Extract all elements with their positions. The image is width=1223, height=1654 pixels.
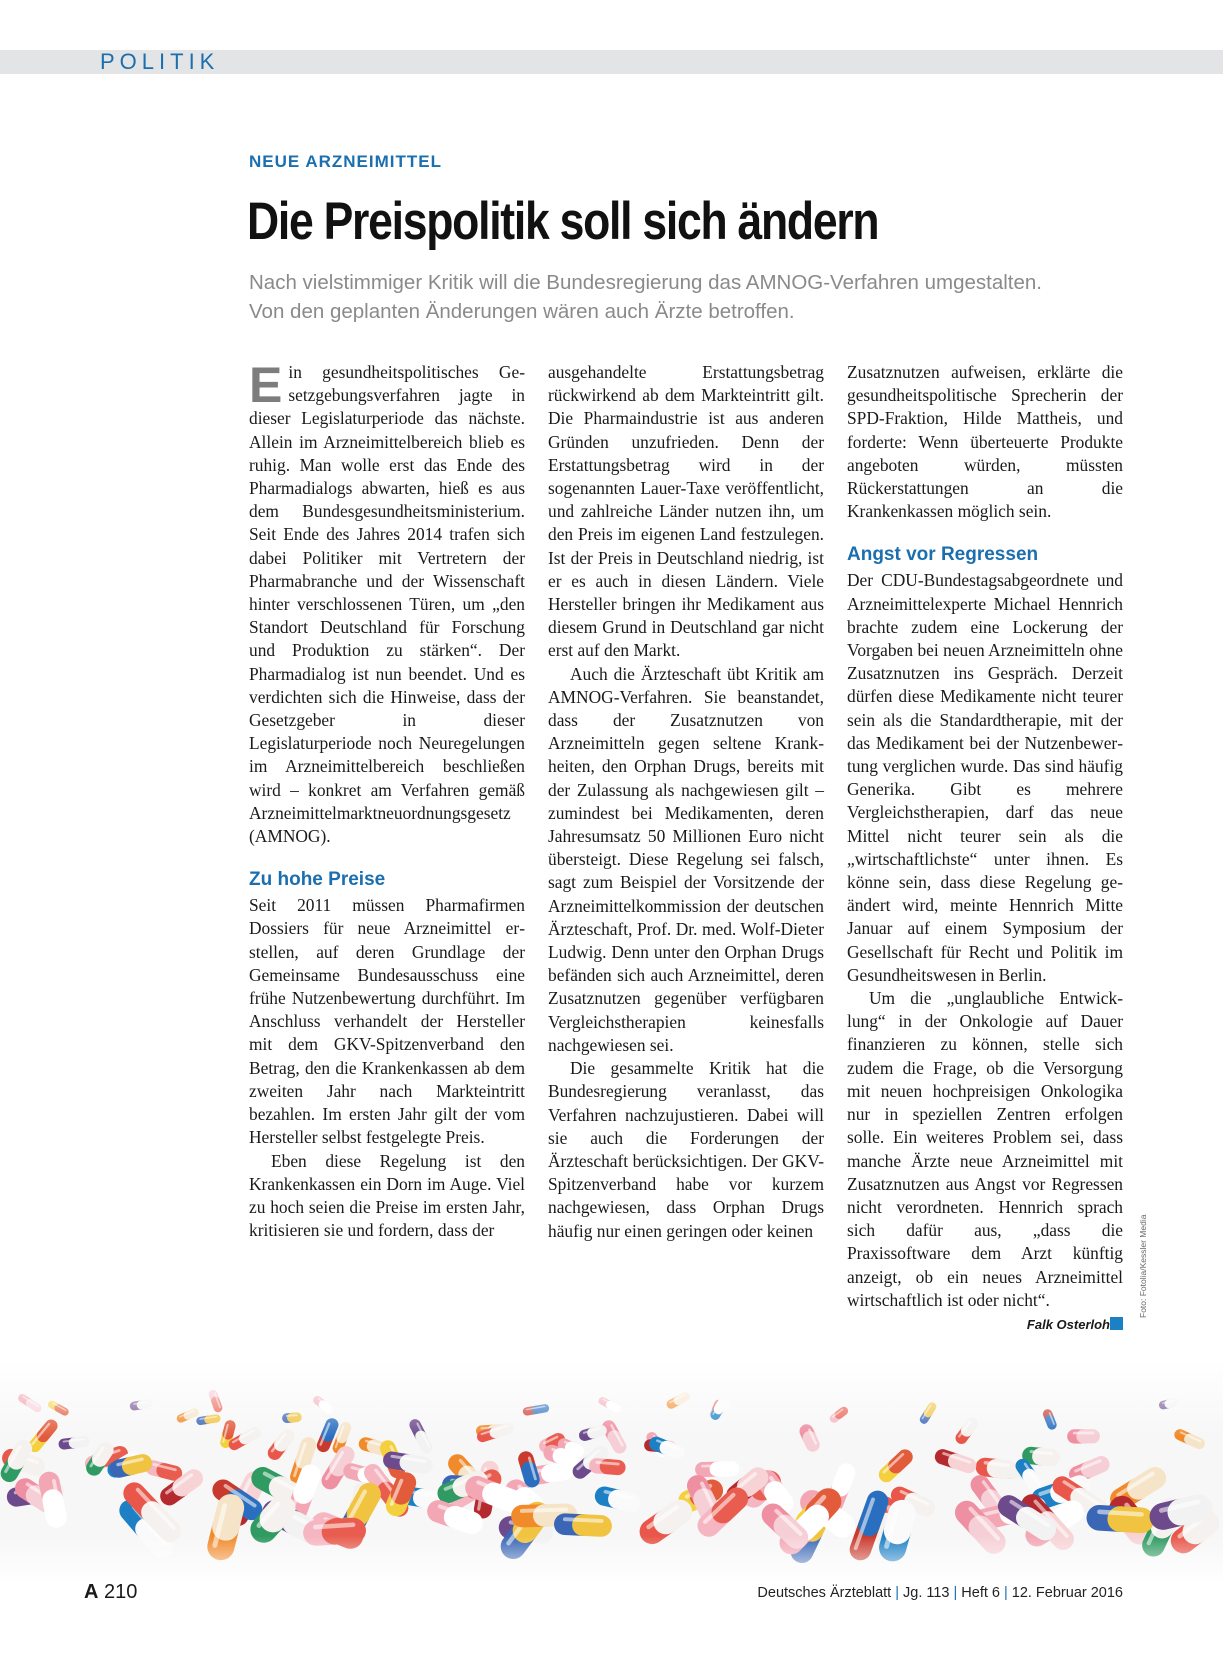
photo-credit: Foto: Fotolia/Kessler Media (1138, 1214, 1148, 1318)
footer-citation: Deutsches Ärzteblatt | Jg. 113 | Heft 6 | 12. Februar 2016 (757, 1585, 1123, 1601)
journal-name: Deutsches Ärzteblatt (757, 1585, 892, 1601)
paragraph: Die gesammelte Kritik hat die Bundesregierung veranlasst, das Verfahren nachzujustieren. Dabei will sie auch die Forderungen der Ärzteschaft berücksichtigen. Der GKV-Spitzenverband habe vor kurzem nachgewiesen, dass Orphan Drugs häufig nur einen geringen oder keinen (548, 1058, 824, 1241)
paragraph: Auch die Ärzteschaft übt Kritik am AMNOG-Verfahren. Sie beanstandet, dass der Zusatznutzen von Arzneimitteln gegen seltene Krankheiten, den Orphan Drugs, bereits mit der Zulassung als nachgewiesen gilt – zumindest bei Medikamenten, deren Jahresumsatz 50 Millionen Euro nicht übersteigt. Diese Regelung sei falsch, sagt zum Beispiel der Vorsitzende der Arzneimittelkommission der deutschen Ärzteschaft, Prof. Dr. med. Wolf-Dieter Ludwig. Denn unter den Orphan Drugs befänden sich auch Arzneimittel, deren Zusatznutzen gegenüber verfügbaren Vergleichstherapien keinesfalls nachgewiesen sei. (548, 663, 824, 1055)
section-label: POLITIK (100, 49, 220, 74)
headline: Die Preispolitik soll sich ändern (247, 192, 879, 251)
article-column-2 (548, 361, 824, 1243)
kicker: NEUE ARZNEIMITTEL (249, 152, 442, 171)
page-number: A 210 (84, 1581, 138, 1603)
paragraph-text: Eben diese Regelung ist den Krankenkassen ein Dorn im Auge. Viel zu hoch seien die Preise im ersten Jahr, kritisieren sie und fordern, dass der (249, 1150, 525, 1241)
journal-issue: Heft 6 (961, 1585, 1000, 1601)
author-byline: Falk Osterloh (1026, 1316, 1110, 1332)
paragraph-continued-0: ausgehandelte Erstattungsbetrag rückwirkend ab dem Markteintritt gilt. Die Pharmaindustrie ist aus anderen Gründen unzufrieden. Denn der Erstattungsbetrag wird in der sogenannten Lauer-Taxe veröffentlicht, und zahlreiche Länder nutzen ihn, um den Preis im eigenen Land festzulegen. Ist der Preis in Deutschland niedrig, ist er es auch in diesen Ländern. Viele Hersteller bringen ihr Medikament aus diesem Grund in Deutschland gar nicht erst auf den Markt. (548, 362, 824, 661)
paragraph: Seit 2011 müssen Pharmafirmen Dossiers für neue Arzneimittel erstellen, auf deren Grundlage der Gemeinsame Bundesausschuss eine frühe Nutzenbewertung durchführt. Im Anschluss verhandelt der Hersteller mit dem GKV-Spitzenverband den Betrag, den die Krankenkassen ab dem zweiten Jahr nach Markteintritt bezahlen. Im ersten Jahr gilt der vom Hersteller selbst festgelegte Preis. (249, 895, 525, 1148)
drop-cap: E (249, 357, 283, 413)
journal-volume: Jg. 113 (903, 1585, 950, 1601)
paragraph-continued-1: Zusatznutzen aufweisen, erklärte die gesundheitspolitische Sprecherin der SPD-Fraktion, Hilde Mattheis, und forderte: Wenn überteuerte Produkte angeboten würden, müssten Rückerstattungen an die Krankenkassen möglich sein. (847, 362, 1123, 522)
end-mark-icon (1110, 1317, 1123, 1330)
deck: Nach vielstimmiger Kritik will die Bundesregierung das AMNOG-Verfahren umgestalten. Von den geplanten Änderungen wären auch Ärzte betroffen. (249, 271, 1043, 323)
subhead-zu-hohe-preise: Zu hohe Preise (249, 869, 386, 891)
subhead-angst-vor-regressen: Angst vor Regressen (847, 544, 1039, 566)
paragraph-final: Um die „unglaubliche Entwicklung“ in der Onkologie auf Dauer finanzieren zu können, stelle sich zudem die Frage, ob die Versorgung mit neuen hochpreisigen Onkologika nur in speziellen Zentren erfolgen solle. Ein weiteres Problem sei, dass manche Ärzte neue Arzneimittel mit Zusatznutzen aus Angst vor Regressen nicht verordneten. Hennrich sprach sich dafür aus, „dass die Praxissoftware dem Arzt künftig anzeigt, ob ein neues Arzneimittel wirtschaftlich ist oder nicht“. (847, 988, 1123, 1310)
paragraph-split (249, 1150, 525, 1243)
journal-date: 12. Februar 2016 (1011, 1585, 1123, 1601)
pills-photo (0, 1360, 1223, 1580)
article-column-3 (847, 361, 1123, 1334)
paragraph: Der CDU-Bundestagsabgeordnete und Arzneimittelexperte Michael Hennrich brachte zudem eine Lockerung der Vorgaben bei neuen Arzneimitteln ohne Zusatznutzen ins Gespräch. Derzeit dürfen diese Medikamente nicht teurer sein als die Standardtherapie, mit der das Medikament bei der Nutzenbewertung verglichen wurde. Das sind häufig Generika. Gibt es mehrere Vergleichstherapien, darf das neue Mittel nicht teurer sein als die „wirtschaftlichste“ unter ihnen. Es könne sein, dass diese Regelung geändert wird, meinte Hennrich Mitte Januar auf einem Symposium der Gesellschaft für Recht und Politik im Gesundheitswesen in Berlin. (847, 570, 1123, 985)
paragraph-intro: in gesundheitspolitisches Gesetzgebungsverfahren jagte in dieser Legislaturperiode das nächste. Allein im Arzneimittelbereich blieb es ruhig. Man wolle erst das Ende des Pharmadialogs abwarten, hieß es aus dem Bundesgesundheitsministerium. Seit Ende des Jahres 2014 trafen sich dabei Politiker mit Vertretern der Pharmabranche und der Wissenschaft hinter verschlossenen Türen, um „den Standort Deutschland für Forschung und Produktion zu stärken“. Der Pharmadialog ist nun beendet. Und es verdichten sich die Hinweise, dass der Gesetzgeber in dieser Legislaturperiode noch Neuregelungen im Arzneimittelbereich beschließen wird – konkret am Verfahren gemäß Arzneimittelmarktneuordnungsgesetz (AMNOG). (249, 362, 525, 847)
article-column-1 (249, 357, 525, 1242)
